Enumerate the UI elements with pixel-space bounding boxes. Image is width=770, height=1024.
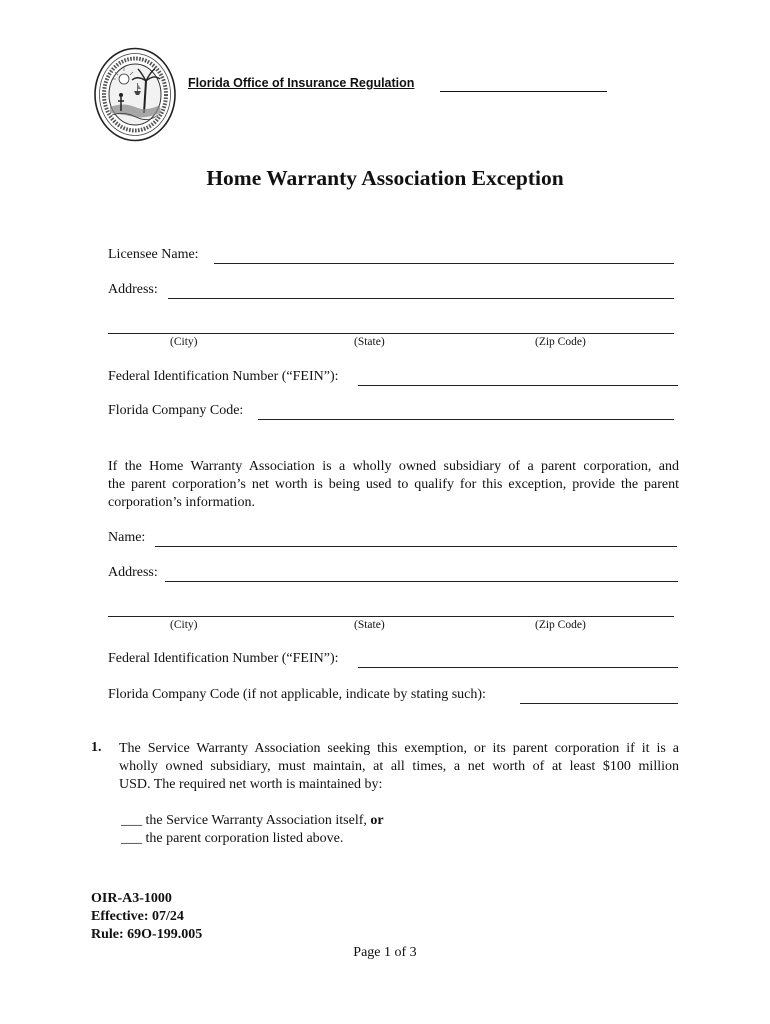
option-association-itself — [121, 813, 384, 829]
item1-line: USD. The required net worth is maintained by: — [119, 777, 383, 792]
licensee-fein-label: Federal Identification Number (“FEIN”): — [108, 369, 339, 384]
option-association-text: the Service Warranty Association itself, — [142, 813, 371, 828]
item1-line: The Service Warranty Association seeking this exemption, or its parent corporation if it is a — [119, 741, 679, 756]
parent-intro-line: corporation’s information. — [108, 495, 255, 510]
header-rule — [440, 91, 607, 92]
rule-number: Rule: 69O-199.005 — [91, 927, 203, 942]
item-number: 1. — [91, 740, 102, 755]
licensee-zip-caption: (Zip Code) — [535, 336, 586, 348]
parent-fein-label: Federal Identification Number (“FEIN”): — [108, 651, 339, 666]
option-association-checkbox[interactable]: ___ — [121, 813, 142, 828]
licensee-company-code-label: Florida Company Code: — [108, 403, 244, 418]
licensee-company-code-field[interactable] — [258, 419, 674, 420]
option-or-word: or — [370, 813, 384, 828]
parent-fein-field[interactable] — [358, 667, 678, 668]
item1-line: wholly owned subsidiary, must maintain, at all times, a net worth of at least $100 million — [119, 759, 679, 774]
parent-intro-paragraph — [108, 458, 679, 512]
licensee-fein-field[interactable] — [358, 385, 678, 386]
licensee-state-caption: (State) — [354, 336, 385, 348]
florida-state-seal-icon — [94, 47, 176, 142]
parent-city-caption: (City) — [170, 619, 198, 631]
licensee-city-caption: (City) — [170, 336, 198, 348]
effective-date: Effective: 07/24 — [91, 909, 184, 924]
option-parent-checkbox[interactable]: ___ — [121, 831, 142, 846]
parent-intro-line: the parent corporation’s net worth is being used to qualify for this exception, provide the parent — [108, 477, 679, 492]
parent-company-code-field[interactable] — [520, 703, 678, 704]
item1-paragraph — [119, 740, 679, 794]
licensee-name-label: Licensee Name: — [108, 247, 199, 262]
option-parent-corporation — [121, 831, 343, 847]
parent-city-state-zip-field[interactable] — [108, 616, 674, 617]
licensee-address-label: Address: — [108, 282, 158, 297]
parent-company-code-label: Florida Company Code (if not applicable, indicate by stating such): — [108, 687, 486, 702]
licensee-name-field[interactable] — [214, 263, 674, 264]
parent-name-field[interactable] — [155, 546, 677, 547]
page-title: Home Warranty Association Exception — [206, 166, 564, 190]
parent-name-label: Name: — [108, 530, 146, 545]
parent-intro-line: If the Home Warranty Association is a wholly owned subsidiary of a parent corporation, and — [108, 459, 679, 474]
option-parent-text: the parent corporation listed above. — [142, 831, 344, 846]
agency-name: Florida Office of Insurance Regulation — [188, 76, 415, 90]
parent-address-label: Address: — [108, 565, 158, 580]
parent-zip-caption: (Zip Code) — [535, 619, 586, 631]
parent-state-caption: (State) — [354, 619, 385, 631]
licensee-address-field[interactable] — [168, 298, 674, 299]
licensee-city-state-zip-field[interactable] — [108, 333, 674, 334]
page-number: Page 1 of 3 — [353, 945, 417, 960]
parent-address-field[interactable] — [165, 581, 678, 582]
form-id: OIR-A3-1000 — [91, 891, 172, 906]
